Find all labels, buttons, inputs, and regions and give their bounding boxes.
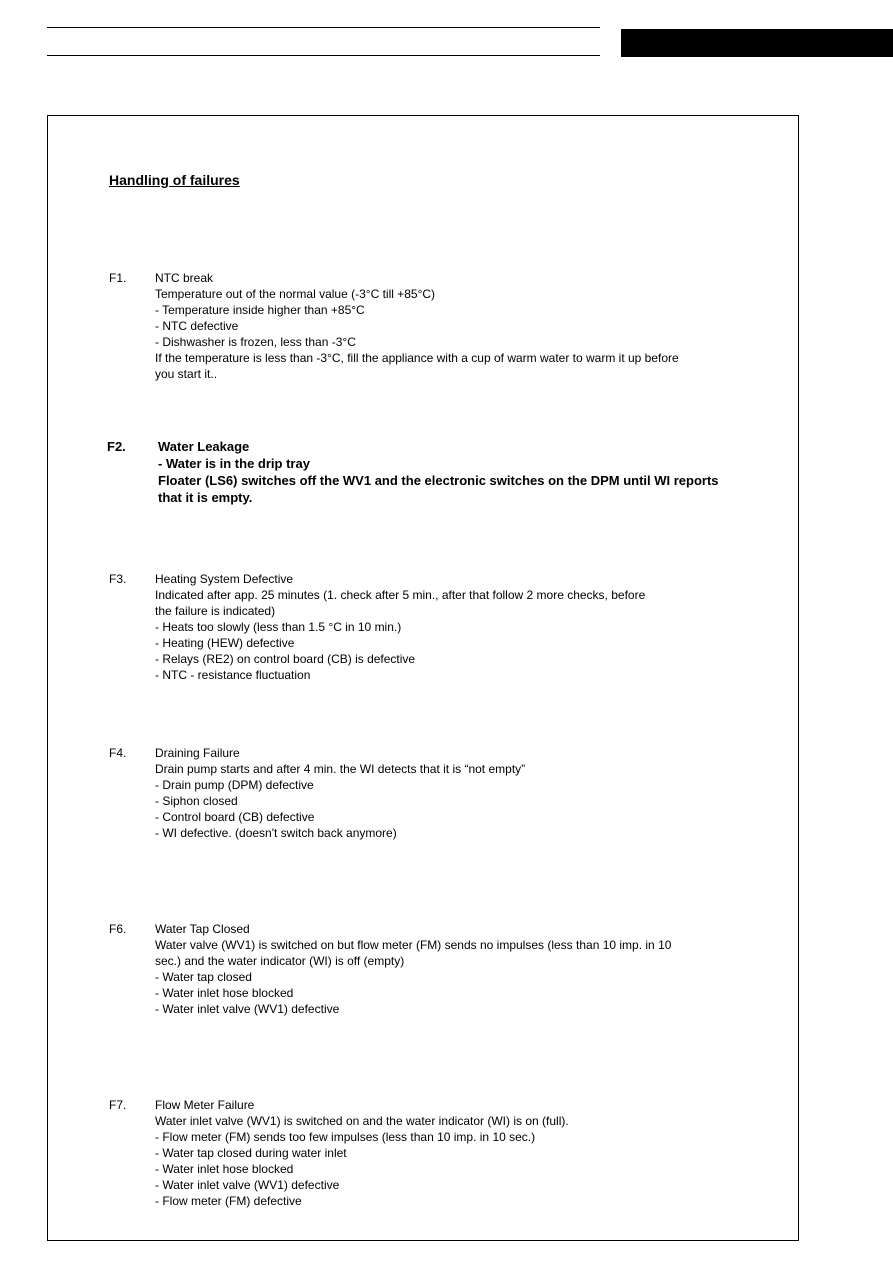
failure-line: - Heating (HEW) defective — [155, 636, 295, 650]
failure-heading: Water Tap Closed — [155, 922, 250, 936]
header-black-bar — [621, 29, 893, 57]
failure-line: Water inlet valve (WV1) is switched on and the water indicator (WI) is on (full). — [155, 1114, 569, 1128]
failure-code: F6. — [109, 922, 127, 936]
failure-line: - Water inlet hose blocked — [155, 986, 294, 1000]
failure-line: - Water is in the drip tray — [158, 456, 310, 471]
failure-line: Water valve (WV1) is switched on but flow meter (FM) sends no impulses (less than 10 imp. in 10 — [155, 938, 672, 952]
failure-heading: Flow Meter Failure — [155, 1098, 255, 1112]
failure-heading: Heating System Defective — [155, 572, 294, 586]
page-title: Handling of failures — [109, 172, 240, 188]
failure-line: Drain pump starts and after 4 min. the WI detects that it is “not empty” — [155, 762, 526, 776]
failure-line: the failure is indicated) — [155, 604, 276, 618]
failure-line: - NTC - resistance fluctuation — [155, 668, 311, 682]
failure-line: - Control board (CB) defective — [155, 810, 315, 824]
failure-line: - Drain pump (DPM) defective — [155, 778, 314, 792]
failure-line: you start it.. — [155, 367, 218, 381]
failure-code: F2. — [107, 439, 126, 454]
failure-line: - Water tap closed during water inlet — [155, 1146, 347, 1160]
failure-line: - Relays (RE2) on control board (CB) is defective — [155, 652, 416, 666]
failure-line: - Dishwasher is frozen, less than -3°C — [155, 335, 356, 349]
failure-line: - Flow meter (FM) sends too few impulses (less than 10 imp. in 10 sec.) — [155, 1130, 536, 1144]
failure-line: - Water inlet hose blocked — [155, 1162, 294, 1176]
failure-line: - Siphon closed — [155, 794, 238, 808]
failure-line: Floater (LS6) switches off the WV1 and the electronic switches on the DPM until WI reports — [158, 473, 719, 488]
failure-line: - NTC defective — [155, 319, 239, 333]
failure-line: If the temperature is less than -3°C, fill the appliance with a cup of warm water to warm it up before — [155, 351, 679, 365]
failure-line: - WI defective. (doesn't switch back anymore) — [155, 826, 397, 840]
failure-line: - Temperature inside higher than +85°C — [155, 303, 365, 317]
failure-line: - Water inlet valve (WV1) defective — [155, 1178, 340, 1192]
failure-heading: NTC break — [155, 271, 214, 285]
failure-line: sec.) and the water indicator (WI) is off (empty) — [155, 954, 405, 968]
header-rule-bottom — [47, 55, 600, 56]
header-rule-top — [47, 27, 600, 28]
failure-line: - Water inlet valve (WV1) defective — [155, 1002, 340, 1016]
failure-code: F7. — [109, 1098, 127, 1112]
failure-line: Temperature out of the normal value (-3°C till +85°C) — [155, 287, 436, 301]
failure-line: - Flow meter (FM) defective — [155, 1194, 302, 1208]
failure-line: Indicated after app. 25 minutes (1. check after 5 min., after that follow 2 more checks, before — [155, 588, 646, 602]
failure-code: F3. — [109, 572, 127, 586]
failure-line: - Heats too slowly (less than 1.5 °C in 10 min.) — [155, 620, 402, 634]
failure-line: that it is empty. — [158, 490, 253, 505]
failure-heading: Draining Failure — [155, 746, 240, 760]
failure-code: F1. — [109, 271, 127, 285]
failure-heading: Water Leakage — [158, 439, 250, 454]
failure-code: F4. — [109, 746, 127, 760]
failure-line: - Water tap closed — [155, 970, 252, 984]
